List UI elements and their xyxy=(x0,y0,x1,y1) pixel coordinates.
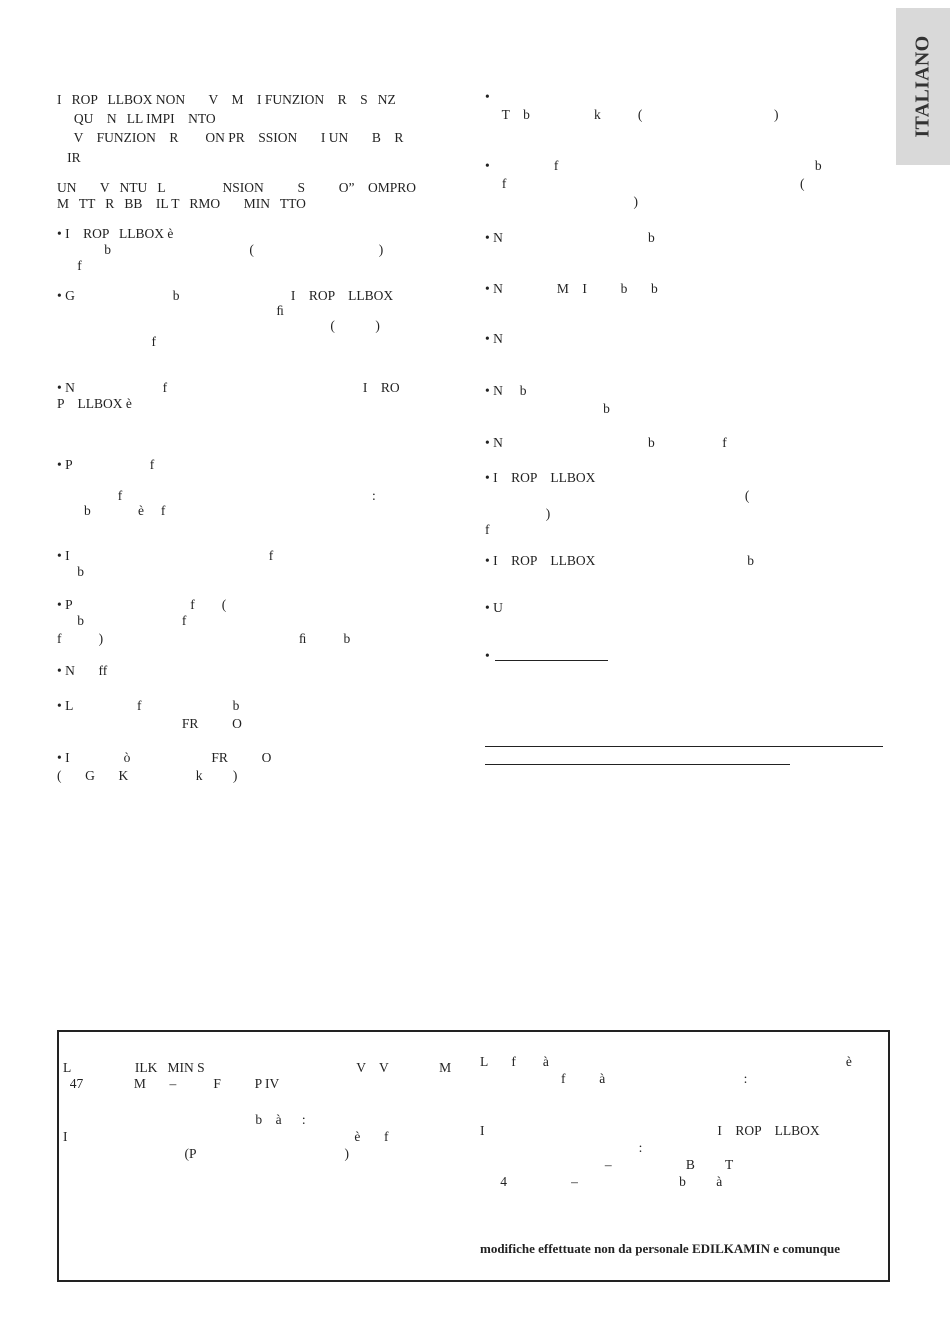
text-line: UN V NTU L NSION S O” OMPRO xyxy=(57,180,417,195)
text-line: 47 M – F P IV xyxy=(63,1076,280,1091)
text-line: IR xyxy=(57,150,81,165)
text-line: f xyxy=(57,334,156,349)
text-line: ) xyxy=(485,506,551,521)
text-line: : xyxy=(480,1140,643,1155)
text-line: • L f b xyxy=(57,698,240,713)
text-line: P LLBOX è xyxy=(57,396,132,411)
text-line: • N f I RO xyxy=(57,380,400,395)
text-line: • N ff xyxy=(57,663,108,678)
text-line: • P f xyxy=(57,457,155,472)
text-line: • N b xyxy=(485,383,527,398)
text-line: b xyxy=(485,401,610,416)
text-line: – B T xyxy=(480,1157,734,1172)
text-line: • I ROP LLBOX xyxy=(485,470,596,485)
text-line: ﬁ xyxy=(57,303,284,318)
text-line: • N M I b b xyxy=(485,281,658,296)
text-line: 4 – b à xyxy=(480,1174,723,1189)
text-line: FR O xyxy=(57,716,242,731)
text-line: • xyxy=(485,89,490,104)
text-line: (P ) xyxy=(63,1146,349,1161)
text-line: V FUNZION R ON PR SSION I UN B R xyxy=(57,130,404,145)
text-line: ( ) xyxy=(57,318,380,333)
text-line: • I ROP LLBOX b xyxy=(485,553,754,568)
text-line: QU N LL IMPI NTO xyxy=(57,111,216,126)
text-line: • I ROP LLBOX è xyxy=(57,226,174,241)
text-line: b à : xyxy=(63,1112,306,1127)
text-line: • I ò FR O xyxy=(57,750,272,765)
text-line: • G b I ROP LLBOX xyxy=(57,288,394,303)
text-line: T b k ( ) xyxy=(485,107,779,122)
text-line: • N b xyxy=(485,230,655,245)
text-line: ( G K k ) xyxy=(57,768,238,783)
text-line: f ( xyxy=(485,176,805,191)
text-line: • xyxy=(485,648,490,663)
text-line: b xyxy=(57,564,84,579)
text-line: • N b f xyxy=(485,435,727,450)
text-line: • U xyxy=(485,600,503,615)
text-line: L f à è xyxy=(480,1054,852,1069)
text-line: L ILK MIN S V V M xyxy=(63,1060,452,1075)
text-line: • I f xyxy=(57,548,274,563)
language-tab-label: ITALIANO xyxy=(911,35,934,138)
text-line: • N xyxy=(485,331,503,346)
text-line: f : xyxy=(57,488,376,503)
text-line: b ( ) xyxy=(57,242,384,257)
text-line: M TT R BB IL T RMO MIN TTO xyxy=(57,196,306,211)
text-line: ) xyxy=(485,194,638,209)
divider-rule xyxy=(485,746,883,747)
text-line: I è f xyxy=(63,1129,389,1144)
text-line: ( xyxy=(485,488,750,503)
divider-rule-short xyxy=(485,764,790,765)
text-line: f à : xyxy=(480,1071,748,1086)
text-line: • f b xyxy=(485,158,822,173)
text-line: I ROP LLBOX NON V M I FUNZION R S NZ xyxy=(57,92,396,107)
notice-bold-line: modifiche effettuate non da personale EDILKAMIN e comunque xyxy=(480,1241,841,1256)
language-tab xyxy=(896,8,950,165)
text-line: f xyxy=(485,522,490,537)
text-line: I I ROP LLBOX xyxy=(480,1123,820,1138)
text-line: b è f xyxy=(57,503,166,518)
underline-rule xyxy=(495,660,608,661)
text-line: f ) ﬁ b xyxy=(57,631,351,646)
text-line: f xyxy=(57,258,82,273)
text-line: b f xyxy=(57,613,187,628)
text-line: • P f ( xyxy=(57,597,227,612)
